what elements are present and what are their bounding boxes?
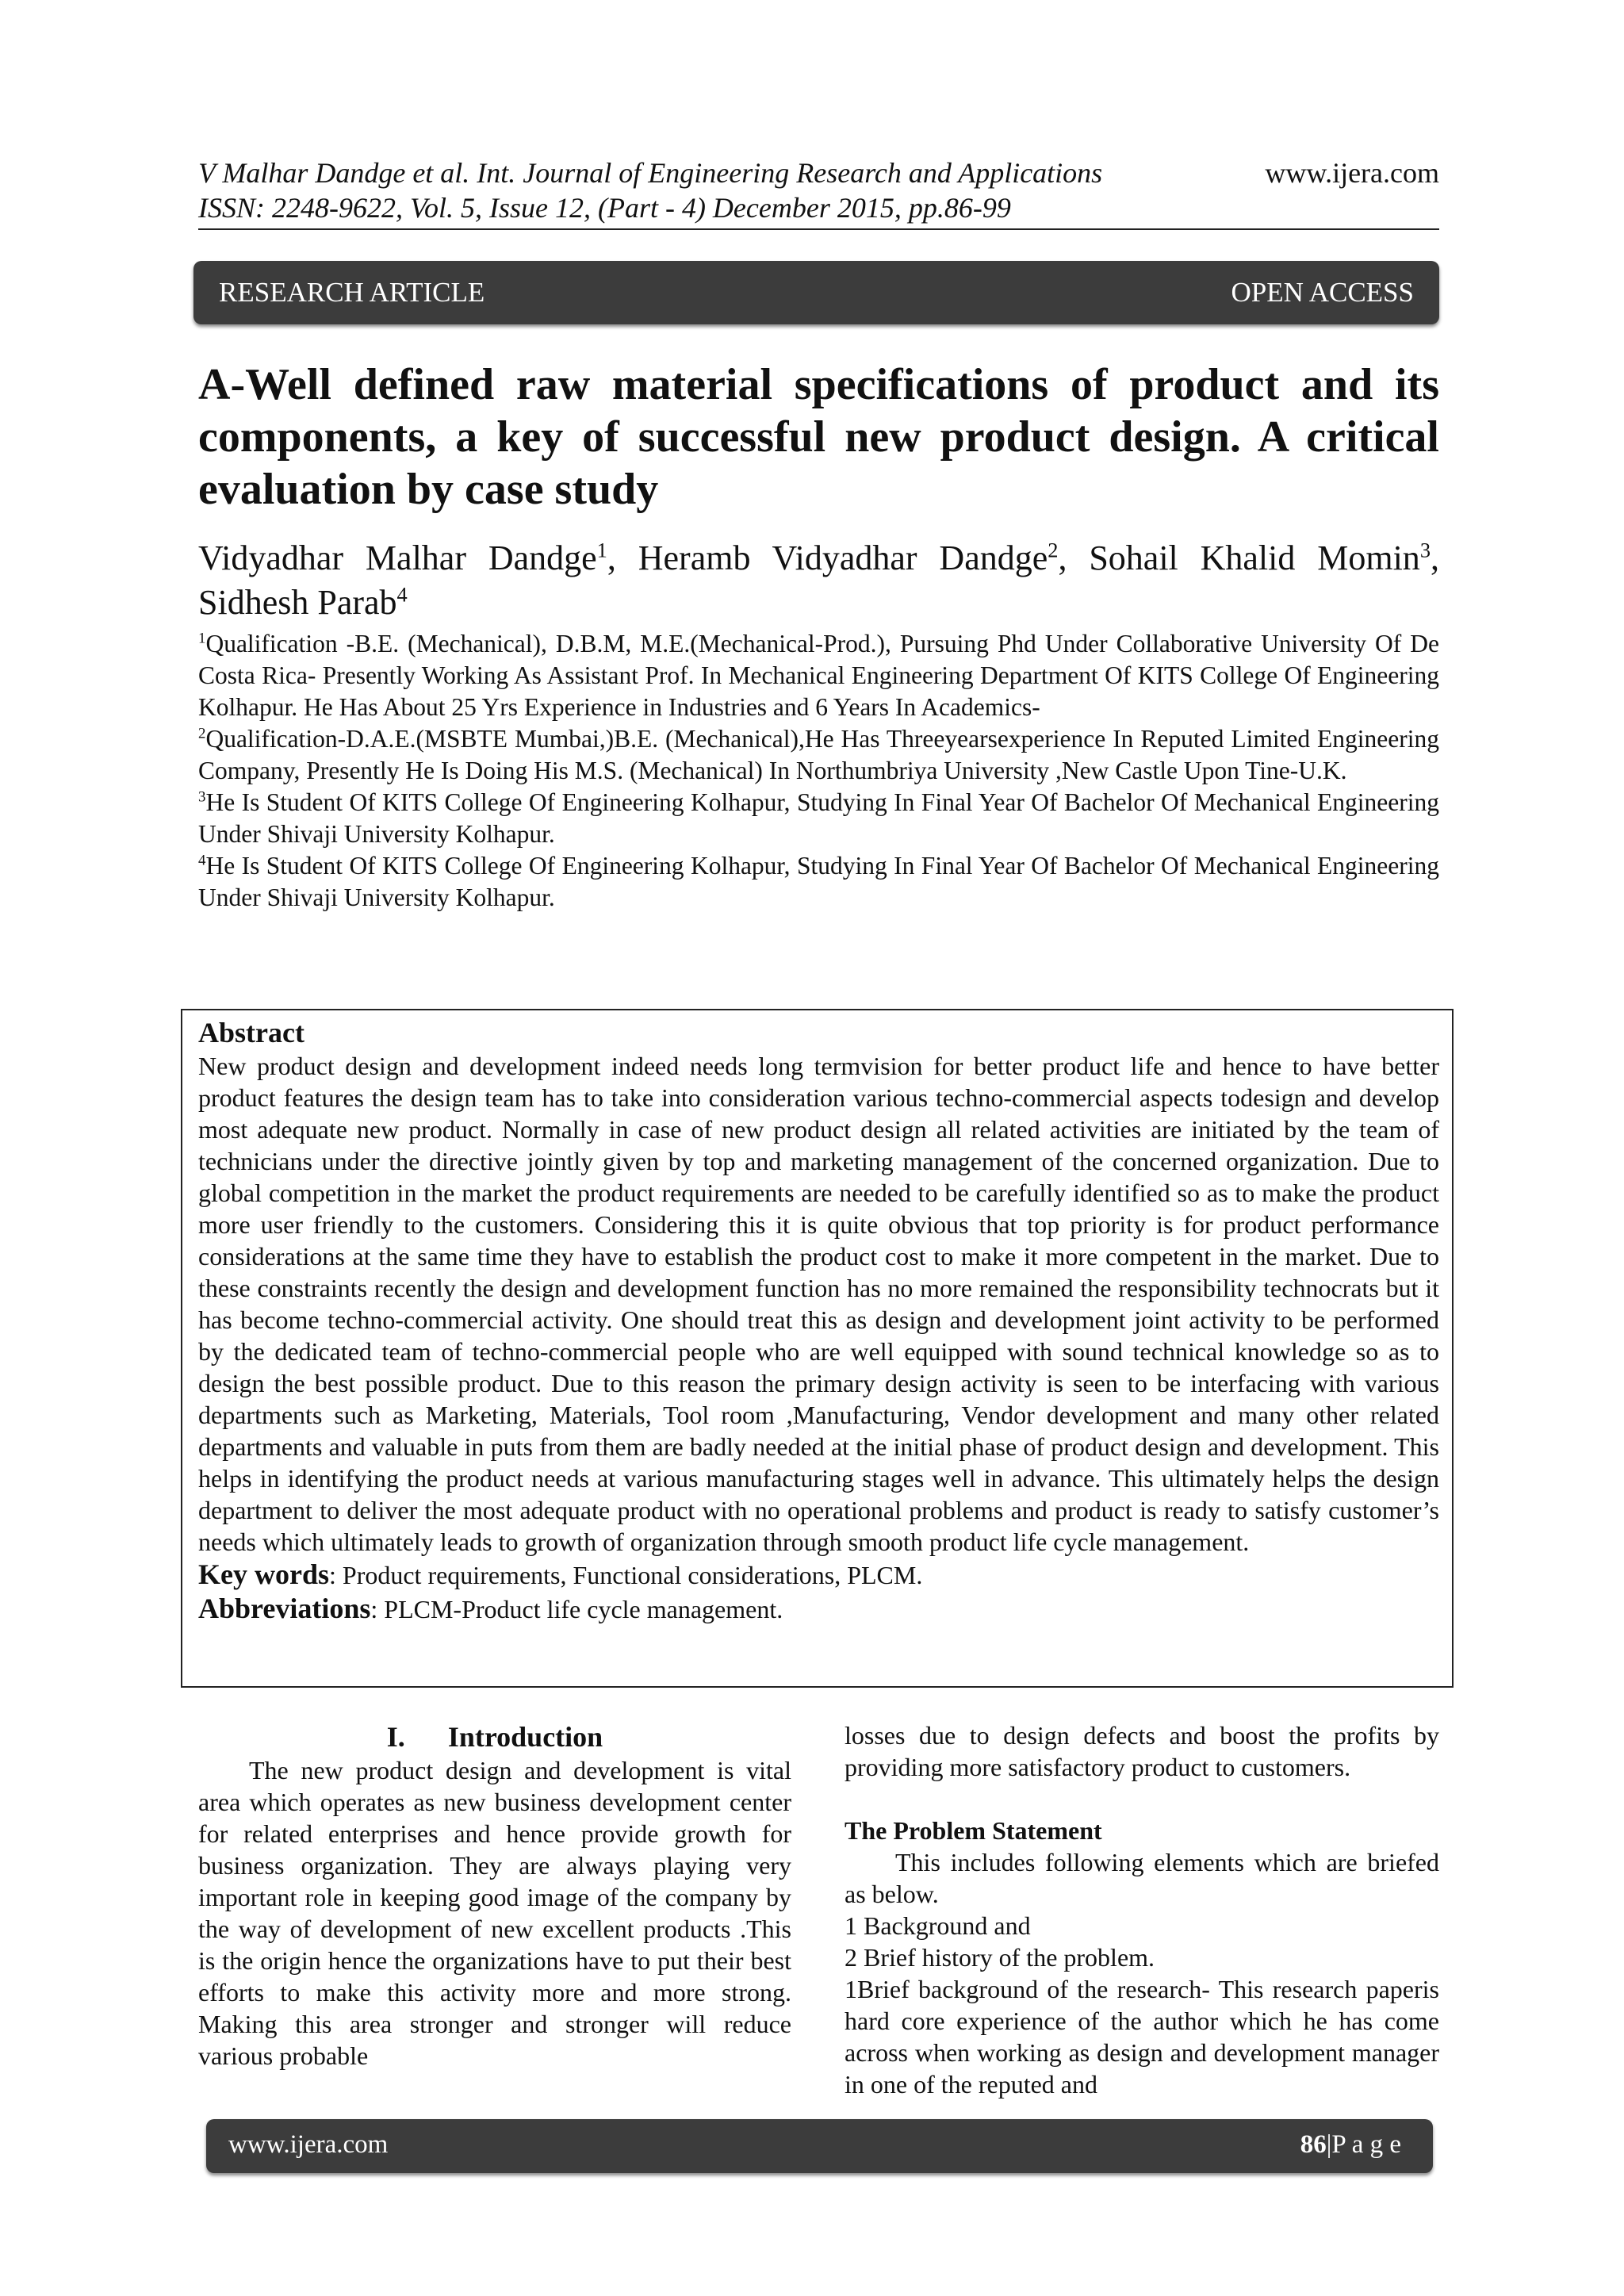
keywords-line (198, 1558, 1439, 1592)
keywords-text: : Product requirements, Functional considerations, PLCM. (329, 1561, 923, 1589)
abstract-box (181, 1009, 1454, 1688)
article-type-banner (193, 261, 1439, 324)
problem-intro: This includes following elements which are briefed as below. (845, 1848, 1439, 1908)
author-sup: 4 (396, 582, 408, 607)
author-name: Vidyadhar Malhar Dandge (198, 539, 597, 577)
running-header-citation (198, 155, 1439, 190)
intro-continuation: losses due to design defects and boost the profits by providing more satisfactory product to customers. (845, 1721, 1439, 1781)
affiliation-item: $^4$He Is Student Of KITS College Of Engineering Kolhapur, Studying In Final Year Of Bachelor Of Mechanical Engineering Under Shivaji University Kolhapur. (198, 852, 1439, 911)
affiliation-item: $^2$Qualification-D.A.E.(MSBTE Mumbai,)B.E. (Mechanical),He Has Threeyearsexperience In Reputed Limited Engineering Company, Presently He Is Doing His M.S. (Mechanical) In Northumbriya University ,New Castle Upon Tine-U.K. (198, 725, 1439, 784)
author-sup: 1 (596, 538, 607, 562)
affiliation-item: $^3$He Is Student Of KITS College Of Engineering Kolhapur, Studying In Final Year Of Bachelor Of Mechanical Engineering Under Shivaji University Kolhapur. (198, 788, 1439, 848)
problem-item: 1 Background and (845, 1911, 1031, 1940)
abstract-heading: Abstract (198, 1017, 304, 1048)
keywords-label: Key words (198, 1558, 329, 1590)
problem-item: 2 Brief history of the problem. (845, 1943, 1155, 1972)
journal-citation: V Malhar Dandge et al. Int. Journal of Engineering Research and Applications (198, 157, 1103, 189)
author-sup: 3 (1419, 538, 1431, 562)
author-list: Vidyadhar Malhar Dandge$^1$, Heramb Vidyadhar Dandge$^2$, Sohail Khalid Momin$^3$, Sidhesh Parab$^4$ (198, 538, 1440, 622)
affiliations (198, 628, 1439, 914)
abbreviations-line (198, 1592, 1439, 1626)
page-number: 86|P a g e (1300, 2130, 1401, 2159)
right-column (845, 1719, 1439, 2100)
research-article-label: RESEARCH ARTICLE (219, 277, 485, 308)
section-number: I. (386, 1721, 405, 1753)
issn-line: ISSN: 2248-9622, Vol. 5, Issue 12, (Part - 4) December 2015, pp.86-99 (198, 192, 1011, 224)
intro-paragraph: The new product design and development is vital area which operates as new business development center for related enterprises and hence provide growth for business organization. They are always playing very important role in keeping good image of the company by the way of development of new excellent products .This is the origin hence the organizations have to put their best efforts to make this activity more and more strong. Making this area stronger and stronger will reduce various probable (198, 1756, 791, 2070)
affiliation-item: $^1$Qualification -B.E. (Mechanical), D.B.M, M.E.(Mechanical-Prod.), Pursuing Phd Under Collaborative University Of De Costa Rica- Presently Working As Assistant Prof. In Mechanical Engineering Department Of KITS College Of Engineering Kolhapur. He Has About 25 Yrs Experience in Industries and 6 Years In Academics- (198, 630, 1439, 721)
abbreviations-text: : PLCM-Product life cycle management. (370, 1595, 783, 1623)
section-title: Introduction (447, 1721, 603, 1753)
author-name: Sidhesh Parab (198, 583, 397, 622)
paper-title: A-Well defined raw material specifications of product and its components, a key of successful new product design. A critical evaluation by case study (198, 360, 1439, 514)
problem-statement-heading: The Problem Statement (845, 1816, 1102, 1845)
author-sup: 2 (1048, 538, 1059, 562)
author-name: Heramb Vidyadhar Dandge (638, 539, 1048, 577)
abstract-body: New product design and development indeed needs long termvision for better product life and hence to have better product features the design team has to take into consideration various techno-commercial aspects todesign and develop most adequate new product. Normally in case of new product design all related activities are initiated by the team of technicians under the directive jointly given by top and marketing management of the concerned organization. Due to global competition in the market the product requirements are needed to be carefully identified so as to make the product more user friendly to the customers. Considering this it is quite obvious that top priority is for product performance considerations at the same time they have to establish the product cost to make it more competent in the market. Due to these constraints recently the design and development function has no more remained the responsibility technocrats but it has become techno-commercial activity. One should treat this as design and development joint activity to be performed by the dedicated team of techno-commercial people who are well equipped with sound technical knowledge so as to design the best possible product. Due to this reason the primary design activity is seen to be interfacing with various departments such as Marketing, Materials, Tool room ,Manufacturing, Vendor development and many other related departments and valuable in puts from them are badly needed at the initial phase of product design and development. This helps in identifying the product needs at various manufacturing stages well in advance. This ultimately helps the design department to deliver the most adequate product with no operational problems and product is ready to satisfy customer’s needs which ultimately leads to growth of organization through smooth product life cycle management. (198, 1052, 1439, 1556)
journal-site: www.ijera.com (1265, 157, 1439, 189)
problem-paragraph: 1Brief background of the research- This research paperis hard core experience of the author which he has come across when working as design and development manager in one of the reputed and (845, 1975, 1439, 2099)
section-heading-introduction (198, 1719, 791, 1754)
open-access-label: OPEN ACCESS (1231, 277, 1414, 308)
header-divider (198, 228, 1439, 230)
left-column (198, 1719, 791, 2072)
footer-site: www.ijera.com (228, 2130, 389, 2159)
page-footer (206, 2119, 1433, 2173)
author-name: Sohail Khalid Momin (1089, 539, 1420, 577)
abbreviations-label: Abbreviations (198, 1593, 371, 1624)
